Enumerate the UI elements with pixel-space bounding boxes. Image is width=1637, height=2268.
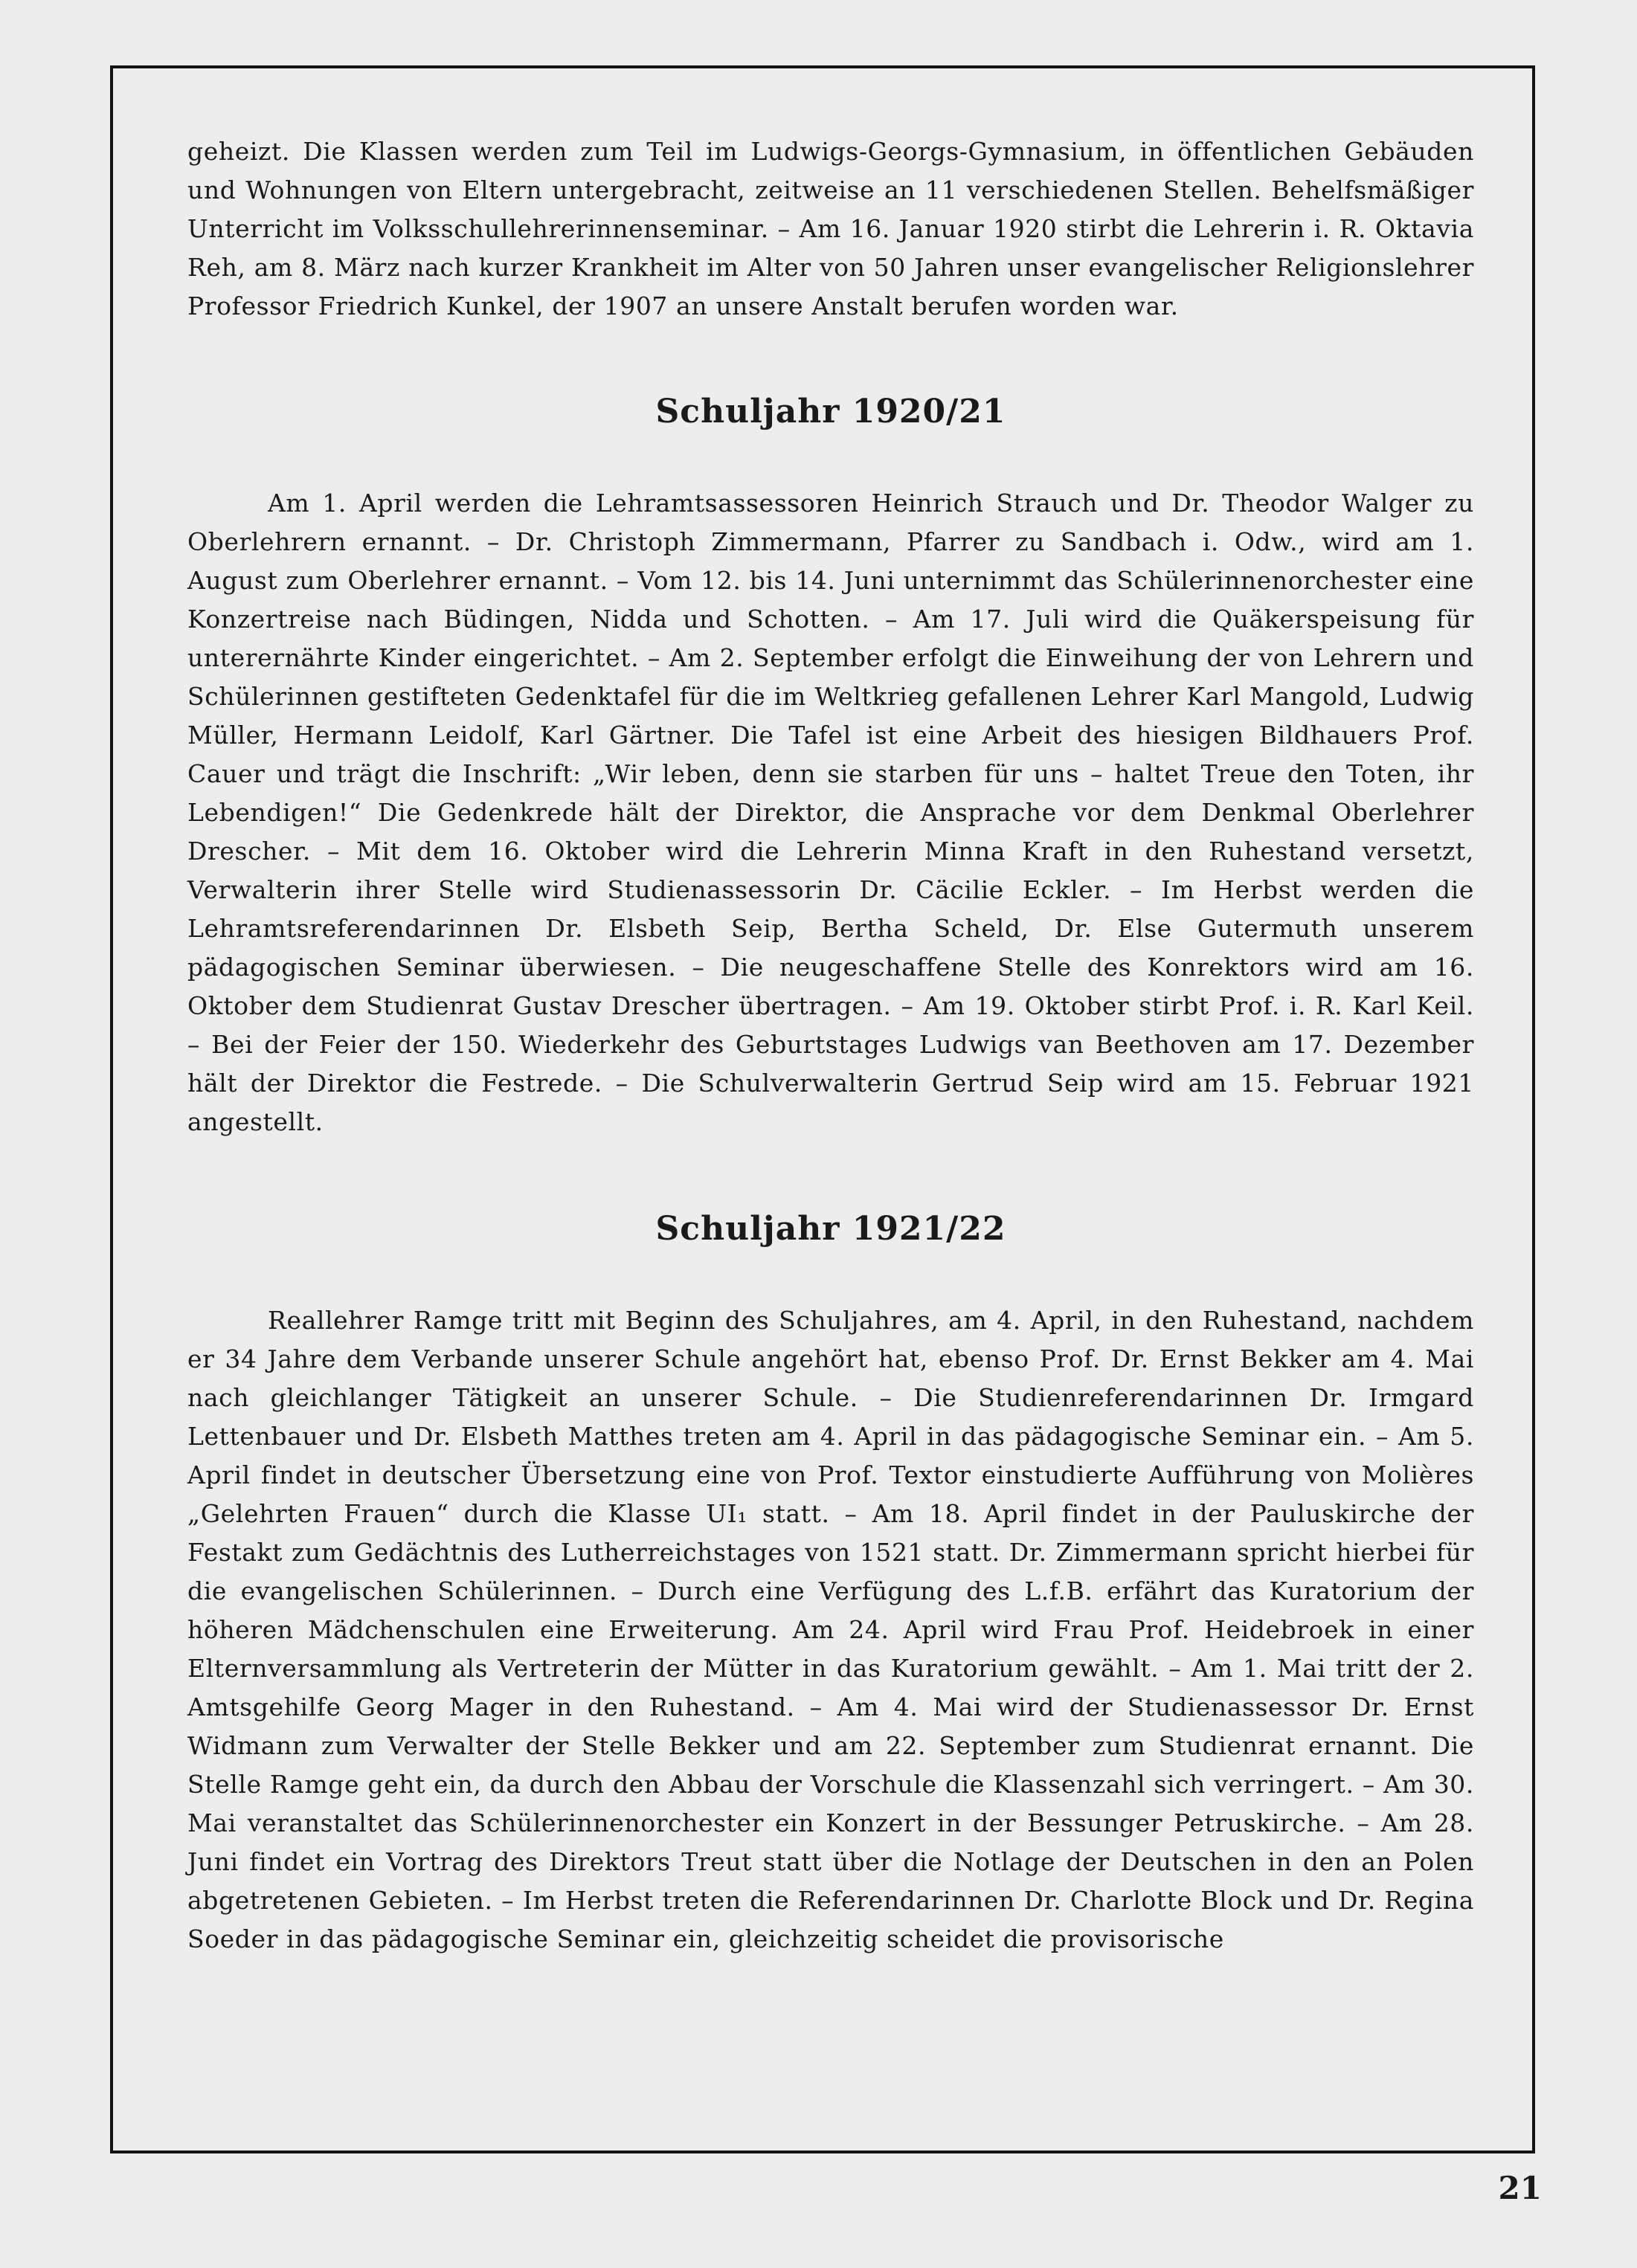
page-number: 21 bbox=[1498, 2170, 1542, 2206]
paragraph-1921: Reallehrer Ramge tritt mit Beginn des Schuljahres, am 4. April, in den Ruhestand, nachdem er 34 Jahre dem Verbande unserer Schule angehört hat, ebenso Prof. Dr. Ernst Bekker am 4. Mai nach gleichlanger Tätigkeit an unserer Schule. – Die Studienreferendarinnen Dr. Irmgard Lettenbauer und Dr. Elsbeth Matthes treten am 4. April in das pädagogische Seminar ein. – Am 5. April findet in deutscher Übersetzung eine von Prof. Textor einstudierte Aufführung von Molières „Gelehrten Frauen“ durch die Klasse UI₁ statt. – Am 18. April findet in der Pauluskirche der Festakt zum Gedächtnis des Lutherreichstages von 1521 statt. Dr. Zimmermann spricht hierbei für die evangelischen Schülerinnen. – Durch eine Verfügung des L.f.B. erfährt das Kuratorium der höheren Mädchenschulen eine Erweiterung. Am 24. April wird Frau Prof. Heidebroek in einer Elternversammlung als Vertreterin der Mütter in das Kuratorium gewählt. – Am 1. Mai tritt der 2. Amtsgehilfe Georg Mager in den Ruhestand. – Am 4. Mai wird der Studienassessor Dr. Ernst Widmann zum Verwalter der Stelle Bekker und am 22. September zum Studienrat ernannt. Die Stelle Ramge geht ein, da durch den Abbau der Vorschule die Klassenzahl sich verringert. – Am 30. Mai veranstaltet das Schülerinnenorchester ein Konzert in der Bessunger Petruskirche. – Am 28. Juni findet ein Vortrag des Direktors Treut statt über die Notlage der Deutschen in den an Polen abgetretenen Gebieten. – Im Herbst treten die Referendarinnen Dr. Charlotte Block und Dr. Regina Soeder in das pädagogische Seminar ein, gleichzeitig scheidet die provisorische bbox=[187, 1306, 1474, 1953]
intro-paragraph: geheizt. Die Klassen werden zum Teil im Ludwigs-Georgs-Gymnasium, in öffentlichen Gebäuden und Wohnungen von Eltern untergebracht, zeitweise an 11 verschiedenen Stellen. Behelfsmäßiger Unterricht im Volksschullehrerinnenseminar. – Am 16. Januar 1920 stirbt die Lehrerin i. R. Oktavia Reh, am 8. März nach kurzer Krankheit im Alter von 50 Jahren unser evangelischer Religionslehrer Professor Friedrich Kunkel, der 1907 an unsere Anstalt berufen worden war. bbox=[187, 137, 1474, 320]
section-heading-1920: Schuljahr 1920/21 bbox=[655, 393, 1006, 431]
paragraph-1920: Am 1. April werden die Lehramtsassessoren Heinrich Strauch und Dr. Theodor Walger zu Oberlehrern ernannt. – Dr. Christoph Zimmermann, Pfarrer zu Sandbach i. Odw., wird am 1. August zum Oberlehrer ernannt. – Vom 12. bis 14. Juni unternimmt das Schülerinnenorchester eine Konzertreise nach Büdingen, Nidda und Schotten. – Am 17. Juli wird die Quäkerspeisung für unterernährte Kinder eingerichtet. – Am 2. September erfolgt die Einweihung der von Lehrern und Schülerinnen gestifteten Gedenktafel für die im Weltkrieg gefallenen Lehrer Karl Mangold, Ludwig Müller, Hermann Leidolf, Karl Gärtner. Die Tafel ist eine Arbeit des hiesigen Bildhauers Prof. Cauer und trägt die Inschrift: „Wir leben, denn sie starben für uns – haltet Treue den Toten, ihr Lebendigen!“ Die Gedenkrede hält der Direktor, die Ansprache vor dem Denkmal Oberlehrer Drescher. – Mit dem 16. Oktober wird die Lehrerin Minna Kraft in den Ruhestand versetzt, Verwalterin ihrer Stelle wird Studienassessorin Dr. Cäcilie Eckler. – Im Herbst werden die Lehramtsreferendarinnen Dr. Elsbeth Seip, Bertha Scheld, Dr. Else Gutermuth unserem pädagogischen Seminar überwiesen. – Die neugeschaffene Stelle des Konrektors wird am 16. Oktober dem Studienrat Gustav Drescher übertragen. – Am 19. Oktober stirbt Prof. i. R. Karl Keil. – Bei der Feier der 150. Wiederkehr des Geburtstages Ludwigs van Beethoven am 17. Dezember hält der Direktor die Festrede. – Die Schulverwalterin Gertrud Seip wird am 15. Februar 1921 angestellt. bbox=[187, 489, 1474, 1136]
section-heading-1921: Schuljahr 1921/22 bbox=[655, 1210, 1006, 1248]
document-body bbox=[187, 132, 1474, 1959]
